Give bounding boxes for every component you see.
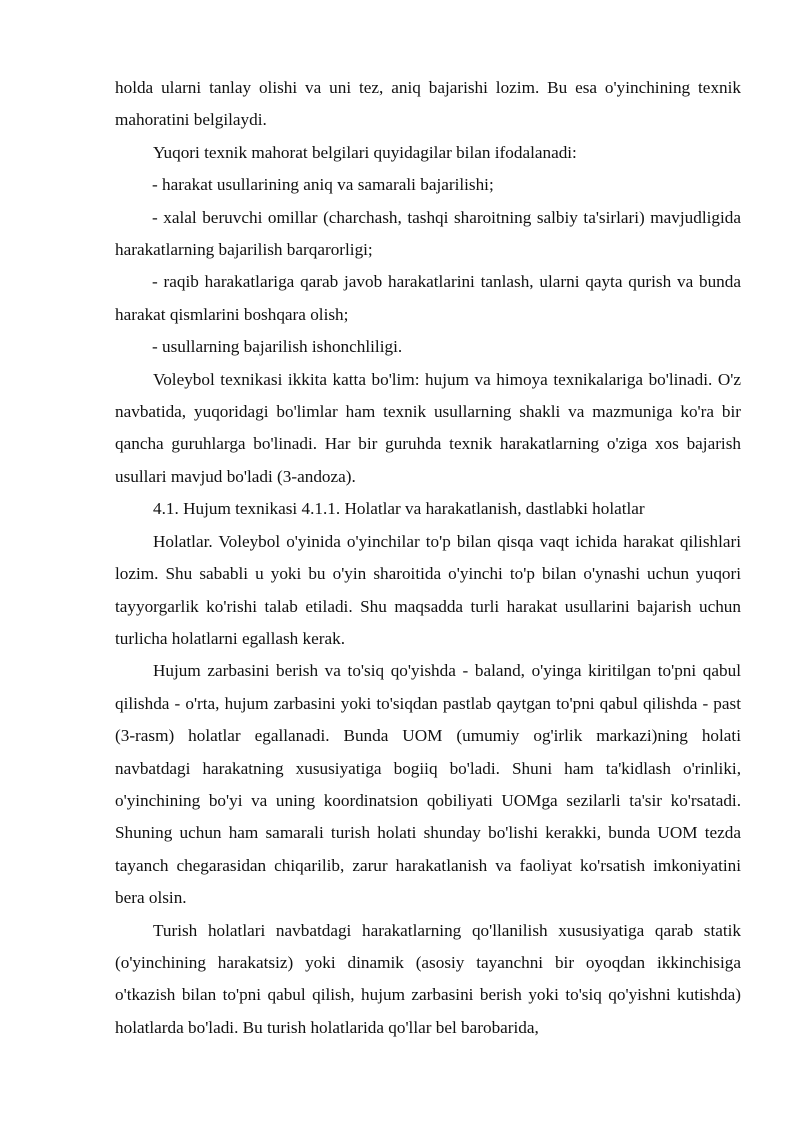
paragraph-positions: Holatlar. Voleybol o'yinida o'yinchilar to'p bilan qisqa vaqt ichida harakat qilishlari lozim. Shu sababli u yoki bu o'yin sharoitida o'yinchi to'p bilan o'ynashi uchun yuqori tayyorgarlik ko'rishi talab etiladi. Shu maqsadda turli harakat usullarini bajarish uchun turlicha holatlarni egallash kerak. — [115, 531, 741, 648]
paragraph-standing-positions: Turish holatlari navbatdagi harakatlarning qo'llanilish xususiyatiga qarab statik (o'yinchining harakatsiz) yoki dinamik (asosiy tayanchni bir oyoqdan ikkinchisiga o'tkazish bilan to'pni qabul qilish, hujum zarbasini berish yoki to'siq qo'yishni kutishda) holatlarda bo'ladi. Bu turish holatlarida qo'llar bel barobarida, — [115, 920, 741, 1037]
list-item: - xalal beruvchi omillar (charchash, tashqi sharoitning salbiy ta'sirlari) mavjudligida harakatlarning bajarilish barqarorligi; — [115, 207, 741, 260]
paragraph-attack: Hujum zarbasini berish va to'siq qo'yishda - baland, o'yinga kiritilgan to'pni qabul qilishda - o'rta, hujum zarbasini yoki to'siqdan pastlab qaytgan to'pni qabul qilishda - past (3-rasm) holatlar egallanadi. Bunda UOM (umumiy og'irlik markazi)ning holati navbatdagi harakatning xususiyatiga bogiiq bo'ladi. Shuni ham ta'kidlash o'rinliki, o'yinchining bo'yi va uning koordinatsion qobiliyati UOMga sezilarli ta'sir ko'rsatadi. Shuning uchun ham samarali turish holati shunday bo'lishi kerakki, bunda UOM tezda tayanch chegarasidan chiqarilib, zarur harakatlanish va faoliyat ko'rsatish imkoniyatini bera olsin. — [115, 661, 741, 908]
list-item: - harakat usullarining aniq va samarali bajarilishi; — [152, 175, 494, 195]
paragraph-continuation: holda ularni tanlay olishi va uni tez, aniq bajarishi lozim. Bu esa o'yinchining texnik mahoratini belgilaydi. — [115, 78, 741, 130]
document-body — [115, 72, 741, 1044]
list-item: - usullarning bajarilish ishonchliligi. — [152, 337, 403, 357]
list-item: - raqib harakatlariga qarab javob harakatlarini tanlash, ularni qayta qurish va bunda harakat qismlarini boshqara olish; — [115, 272, 741, 324]
paragraph-intro-list: Yuqori texnik mahorat belgilari quyidagilar bilan ifodalanadi: — [153, 142, 577, 162]
section-heading: 4.1. Hujum texnikasi 4.1.1. Holatlar va harakatlanish, dastlabki holatlar — [153, 499, 645, 519]
paragraph-technique-sections: Voleybol texnikasi ikkita katta bo'lim: hujum va himoya texnikalariga bo'linadi. O'z navbatida, yuqoridagi bo'limlar ham texnik usullarning shakli va mazmuniga ko'ra bir qancha guruhlarga bo'linadi. Har bir guruhda texnik harakatlarning o'ziga xos bajarish usullari mavjud bo'ladi (3-andoza). — [115, 369, 741, 486]
